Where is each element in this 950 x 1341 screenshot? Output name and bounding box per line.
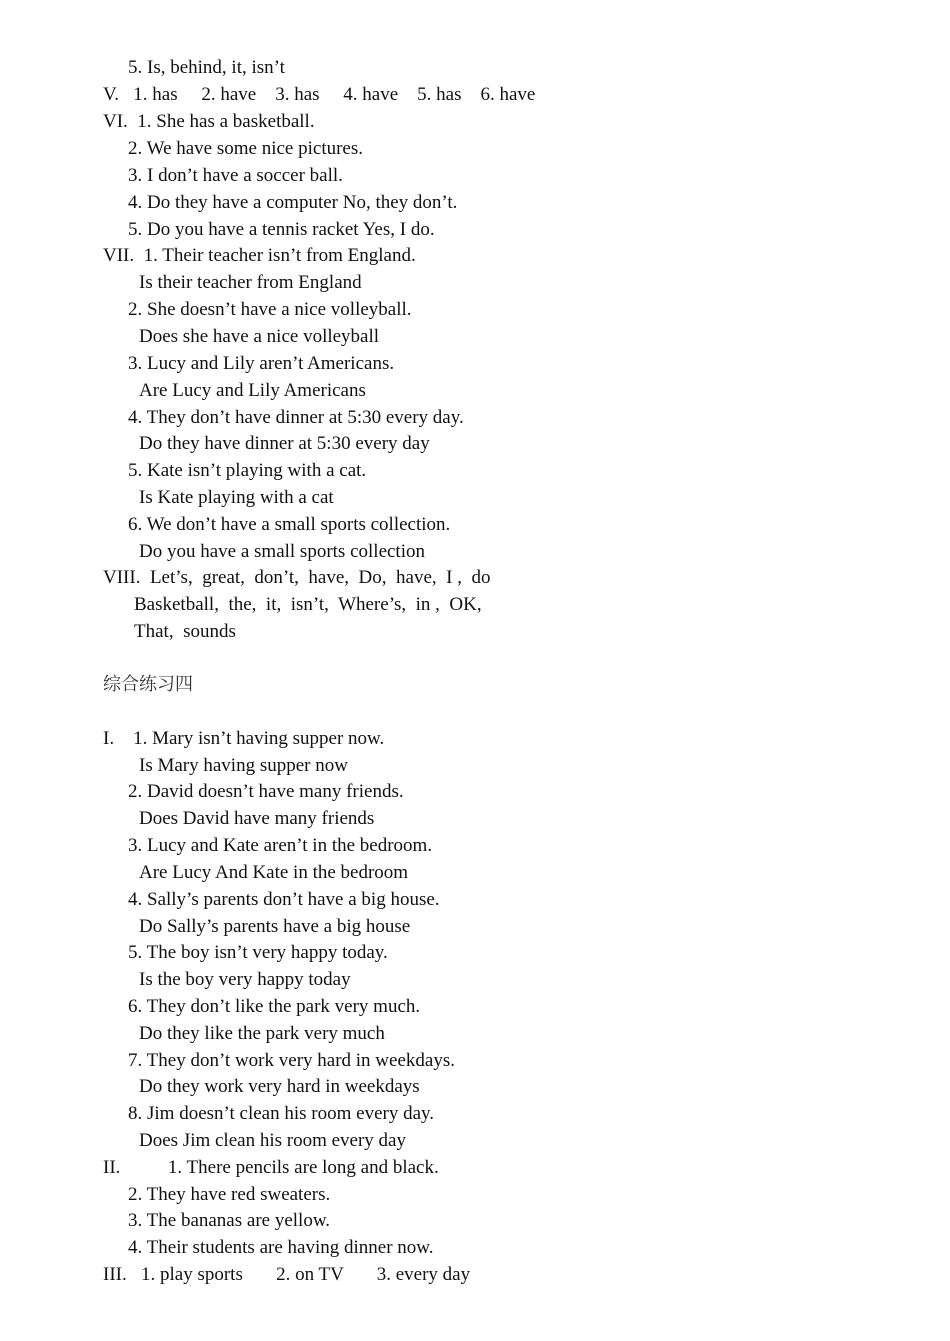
answer-line: Are Lucy and Lily Americans — [139, 380, 366, 401]
answer-line: Are Lucy And Kate in the bedroom — [139, 862, 409, 883]
answer-line: Do they work very hard in weekdays — [139, 1076, 420, 1097]
answer-line: 7. They don’t work very hard in weekdays. — [128, 1050, 455, 1071]
answer-line: VIII. Let’s, great, don’t, have, Do, have, I , do — [103, 567, 491, 588]
answer-line: V. 1. has 2. have 3. has 4. have 5. has 6. have — [103, 84, 536, 105]
answer-line: 8. Jim doesn’t clean his room every day. — [128, 1103, 435, 1124]
answer-line: 3. The bananas are yellow. — [128, 1210, 331, 1231]
answer-line: 2. David doesn’t have many friends. — [128, 781, 404, 802]
answer-line: Is Kate playing with a cat — [139, 487, 334, 508]
answer-line: Is Mary having supper now — [139, 755, 348, 776]
answer-line: 2. We have some nice pictures. — [128, 138, 364, 159]
answer-line: 4. Do they have a computer No, they don’t. — [128, 192, 458, 213]
answer-line: Does she have a nice volleyball — [139, 326, 380, 347]
answer-line: Basketball, the, it, isn’t, Where’s, in , OK, — [134, 594, 482, 615]
answer-line: VI. 1. She has a basketball. — [103, 111, 315, 132]
answer-line: That, sounds — [134, 621, 236, 642]
answer-line: 2. They have red sweaters. — [128, 1184, 331, 1205]
answer-line: VII. 1. Their teacher isn’t from England. — [103, 245, 416, 266]
answer-line: 2. She doesn’t have a nice volleyball. — [128, 299, 412, 320]
answer-line: Is the boy very happy today — [139, 969, 351, 990]
answer-line: 4. Their students are having dinner now. — [128, 1237, 434, 1258]
answer-line: 5. Do you have a tennis racket Yes, I do. — [128, 219, 435, 240]
answer-line: 3. I don’t have a soccer ball. — [128, 165, 343, 186]
answer-line: Does Jim clean his room every day — [139, 1130, 406, 1151]
answer-line: Do Sally’s parents have a big house — [139, 916, 411, 937]
answer-line: Is their teacher from England — [139, 272, 362, 293]
answer-line: 6. We don’t have a small sports collection. — [128, 514, 451, 535]
answer-line: I. 1. Mary isn’t having supper now. — [103, 728, 385, 749]
answer-line: Does David have many friends — [139, 808, 375, 829]
answer-line: 5. Is, behind, it, isn’t — [128, 57, 285, 78]
answer-line: 3. Lucy and Kate aren’t in the bedroom. — [128, 835, 433, 856]
answer-line: Do you have a small sports collection — [139, 541, 425, 562]
answer-line: Do they like the park very much — [139, 1023, 385, 1044]
answer-line: Do they have dinner at 5:30 every day — [139, 433, 430, 454]
answer-line: 4. They don’t have dinner at 5:30 every day. — [128, 407, 464, 428]
section-heading: 综合练习四 — [103, 674, 193, 695]
answer-line: 3. Lucy and Lily aren’t Americans. — [128, 353, 395, 374]
answer-line: 4. Sally’s parents don’t have a big house. — [128, 889, 440, 910]
answer-line: 6. They don’t like the park very much. — [128, 996, 421, 1017]
answer-line: 5. The boy isn’t very happy today. — [128, 942, 388, 963]
answer-line: 5. Kate isn’t playing with a cat. — [128, 460, 367, 481]
answer-line: II. 1. There pencils are long and black. — [103, 1157, 439, 1178]
answer-line: III. 1. play sports 2. on TV 3. every day — [103, 1264, 471, 1285]
